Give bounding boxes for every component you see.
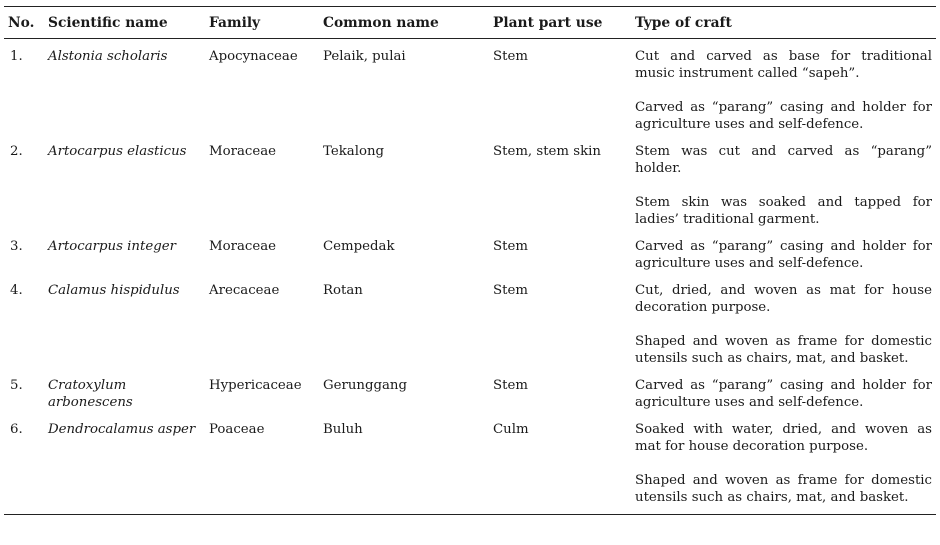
cell-common-name: Buluh	[323, 421, 363, 437]
cell-family: Arecaceae	[209, 282, 280, 298]
table-row	[4, 229, 936, 273]
cell-type-of-craft	[631, 229, 936, 273]
table-row	[4, 38, 936, 134]
craft-paragraph: Stem was cut and carved as “parang” holder.	[635, 143, 932, 176]
cell-no: 2.	[10, 143, 23, 159]
header-type-of-craft: Type of craft	[635, 15, 732, 31]
plant-craft-table	[4, 6, 936, 515]
cell-plant-part: Stem, stem skin	[493, 143, 601, 159]
cell-common-name: Gerunggang	[323, 377, 408, 393]
cell-family: Apocynaceae	[209, 48, 298, 64]
cell-family: Hypericaceae	[209, 377, 302, 393]
cell-common-name: Rotan	[323, 282, 363, 298]
table-body	[4, 38, 936, 514]
table-row	[4, 134, 936, 229]
cell-plant-part: Stem	[493, 377, 528, 393]
craft-paragraph: Shaped and woven as frame for domestic utensils such as chairs, mat, and basket.	[635, 333, 932, 366]
craft-paragraph: Carved as “parang” casing and holder for agriculture uses and self-defence.	[635, 238, 932, 271]
cell-scientific-name: Calamus hispidulus	[48, 282, 180, 298]
cell-no: 1.	[10, 48, 23, 64]
cell-scientific-name: Artocarpus elasticus	[48, 143, 187, 159]
craft-paragraph: Stem skin was soaked and tapped for ladies’ traditional garment.	[635, 194, 932, 227]
cell-plant-part: Culm	[493, 421, 529, 437]
cell-type-of-craft	[631, 273, 936, 368]
craft-paragraph: Soaked with water, dried, and woven as mat for house decoration purpose.	[635, 421, 932, 454]
cell-no: 5.	[10, 377, 23, 393]
cell-scientific-name: Dendrocalamus asper	[48, 421, 196, 437]
header-row	[4, 7, 936, 39]
table-header	[4, 7, 936, 39]
table-row	[4, 412, 936, 515]
cell-scientific-name: Cratoxylum arbonescens	[48, 377, 133, 410]
cell-common-name: Tekalong	[323, 143, 385, 159]
cell-no: 6.	[10, 421, 23, 437]
cell-common-name: Cempedak	[323, 238, 395, 254]
table-row	[4, 368, 936, 412]
cell-family: Moraceae	[209, 238, 277, 254]
cell-type-of-craft	[631, 38, 936, 134]
cell-family: Poaceae	[209, 421, 265, 437]
cell-no: 4.	[10, 282, 23, 298]
cell-plant-part: Stem	[493, 48, 528, 64]
table-row	[4, 273, 936, 368]
header-common-name: Common name	[323, 15, 439, 31]
cell-type-of-craft	[631, 412, 936, 515]
craft-paragraph: Cut, dried, and woven as mat for house decoration purpose.	[635, 282, 932, 315]
cell-scientific-name: Alstonia scholaris	[48, 48, 168, 64]
header-family: Family	[209, 15, 261, 31]
craft-paragraph: Shaped and woven as frame for domestic utensils such as chairs, mat, and basket.	[635, 472, 932, 505]
header-scientific-name: Scientific name	[48, 15, 168, 31]
cell-plant-part: Stem	[493, 238, 528, 254]
cell-common-name: Pelaik, pulai	[323, 48, 406, 64]
cell-type-of-craft	[631, 134, 936, 229]
cell-plant-part: Stem	[493, 282, 528, 298]
craft-paragraph: Cut and carved as base for traditional music instrument called “sapeh”.	[635, 48, 932, 81]
cell-family: Moraceae	[209, 143, 277, 159]
craft-paragraph: Carved as “parang” casing and holder for agriculture uses and self-defence.	[635, 99, 932, 132]
header-plant-part: Plant part use	[493, 15, 603, 31]
cell-scientific-name: Artocarpus integer	[48, 238, 176, 254]
cell-no: 3.	[10, 238, 23, 254]
craft-paragraph: Carved as “parang” casing and holder for agriculture uses and self-defence.	[635, 377, 932, 410]
cell-type-of-craft	[631, 368, 936, 412]
header-no: No.	[8, 15, 35, 31]
